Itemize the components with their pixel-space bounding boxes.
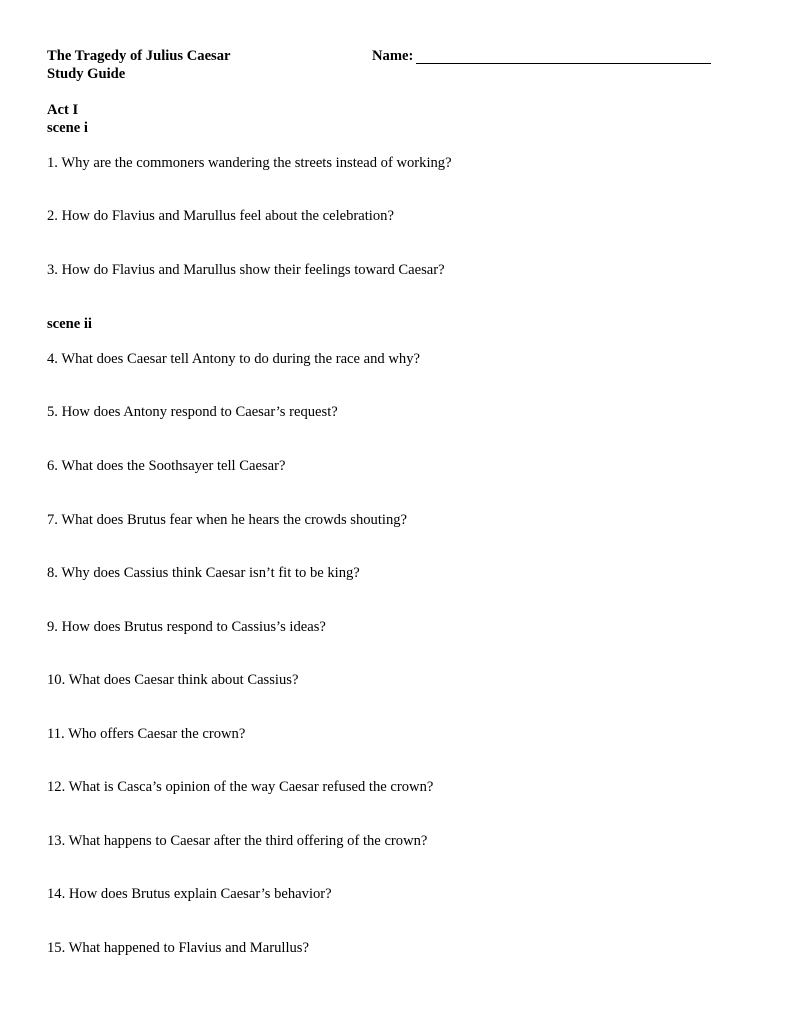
question-3: 3. How do Flavius and Marullus show their feelings toward Caesar? xyxy=(47,262,445,278)
question-9: 9. How does Brutus respond to Cassius’s ideas? xyxy=(47,619,326,635)
name-blank-line xyxy=(416,63,711,64)
name-label: Name: xyxy=(372,48,414,64)
question-4: 4. What does Caesar tell Antony to do during the race and why? xyxy=(47,351,420,367)
scene-ii-heading: scene ii xyxy=(47,316,92,332)
question-11: 11. Who offers Caesar the crown? xyxy=(47,726,246,742)
question-8: 8. Why does Cassius think Caesar isn’t fit to be king? xyxy=(47,565,360,581)
question-5: 5. How does Antony respond to Caesar’s request? xyxy=(47,404,338,420)
question-2: 2. How do Flavius and Marullus feel about the celebration? xyxy=(47,208,394,224)
act-heading: Act I xyxy=(47,102,79,118)
document-subtitle: Study Guide xyxy=(47,66,126,82)
question-10: 10. What does Caesar think about Cassius? xyxy=(47,672,299,688)
question-6: 6. What does the Soothsayer tell Caesar? xyxy=(47,458,286,474)
question-14: 14. How does Brutus explain Caesar’s behavior? xyxy=(47,886,332,902)
question-15: 15. What happened to Flavius and Marullus? xyxy=(47,940,309,956)
question-7: 7. What does Brutus fear when he hears the crowds shouting? xyxy=(47,512,408,528)
question-13: 13. What happens to Caesar after the third offering of the crown? xyxy=(47,833,428,849)
scene-i-heading: scene i xyxy=(47,120,88,136)
document-title: The Tragedy of Julius Caesar xyxy=(47,48,231,64)
question-1: 1. Why are the commoners wandering the streets instead of working? xyxy=(47,155,452,171)
question-12: 12. What is Casca’s opinion of the way Caesar refused the crown? xyxy=(47,779,434,795)
